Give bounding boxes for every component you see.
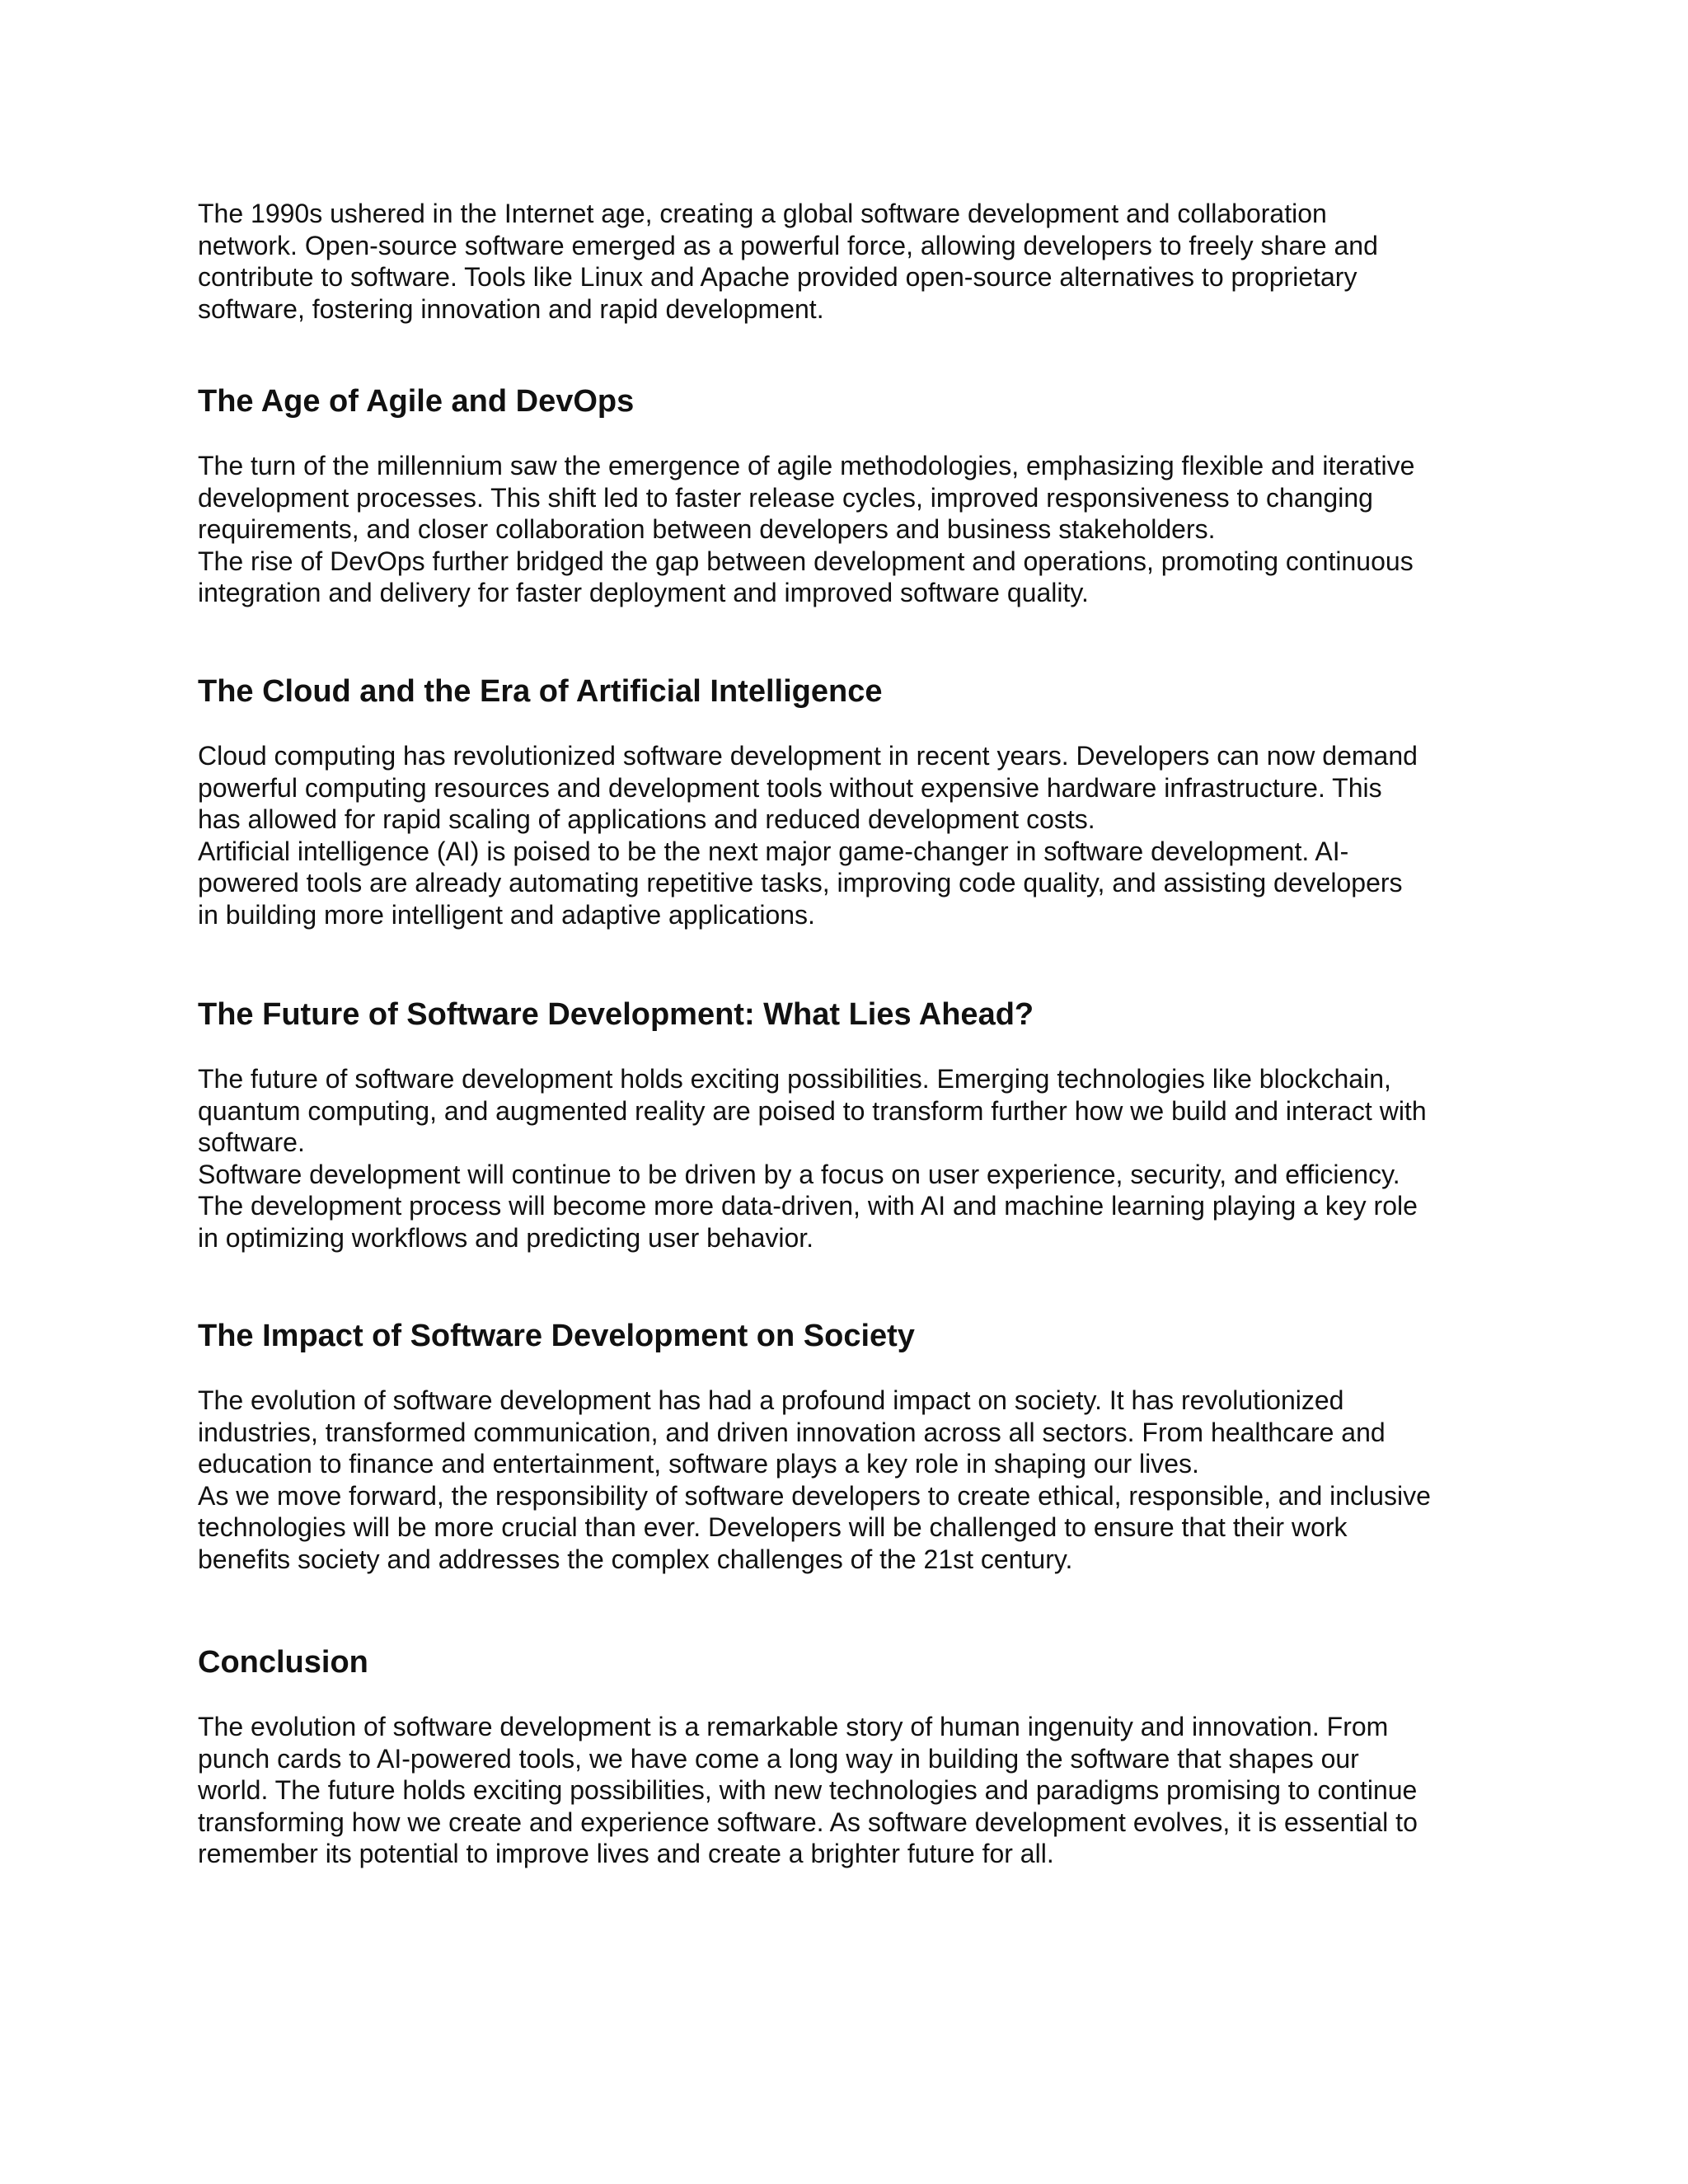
section-paragraph-impact bbox=[198, 1385, 1431, 1575]
paragraph-line: The future of software development holds exciting possibilities. Emerging technologies like blockchain, bbox=[198, 1064, 1391, 1094]
paragraph-line: has allowed for rapid scaling of applications and reduced development costs. bbox=[198, 804, 1095, 834]
section-paragraph-conclusion bbox=[198, 1711, 1418, 1870]
paragraph-line: As we move forward, the responsibility of software developers to create ethical, responsible, and inclusive bbox=[198, 1480, 1431, 1511]
paragraph-line: contribute to software. Tools like Linux and Apache provided open-source alternatives to proprietary bbox=[198, 262, 1357, 292]
paragraph-line: software, fostering innovation and rapid development. bbox=[198, 293, 824, 324]
section-paragraph-future bbox=[198, 1063, 1427, 1254]
section-paragraph-cloud-ai bbox=[198, 740, 1418, 930]
paragraph-line: in building more intelligent and adaptive applications. bbox=[198, 899, 815, 930]
paragraph-line: The development process will become more data-driven, with AI and machine learning playing a key role bbox=[198, 1191, 1418, 1221]
paragraph-line: development processes. This shift led to faster release cycles, improved responsiveness to changing bbox=[198, 482, 1373, 513]
paragraph-line: network. Open-source software emerged as a powerful force, allowing developers to freely share and bbox=[198, 230, 1378, 260]
paragraph-line: world. The future holds exciting possibilities, with new technologies and paradigms promising to continue bbox=[198, 1775, 1418, 1805]
paragraph-line: Cloud computing has revolutionized software development in recent years. Developers can now demand bbox=[198, 741, 1418, 771]
intro-paragraph bbox=[198, 198, 1378, 325]
paragraph-line: technologies will be more crucial than ever. Developers will be challenged to ensure that their work bbox=[198, 1512, 1348, 1542]
paragraph-line: The 1990s ushered in the Internet age, creating a global software development and collaboration bbox=[198, 199, 1327, 228]
section-heading-cloud-ai: The Cloud and the Era of Artificial Intelligence bbox=[198, 674, 883, 709]
paragraph-line: powerful computing resources and development tools without expensive hardware infrastructure. This bbox=[198, 772, 1382, 803]
section-heading-conclusion: Conclusion bbox=[198, 1645, 368, 1680]
paragraph-line: The turn of the millennium saw the emergence of agile methodologies, emphasizing flexible and iterative bbox=[198, 451, 1415, 480]
section-heading-agile-devops: The Age of Agile and DevOps bbox=[198, 384, 635, 419]
section-heading-impact: The Impact of Software Development on Society bbox=[198, 1319, 915, 1353]
paragraph-line: The evolution of software development is a remarkable story of human ingenuity and innovation. From bbox=[198, 1712, 1389, 1741]
paragraph-line: transforming how we create and experience software. As software development evolves, it is essential to bbox=[198, 1807, 1418, 1837]
paragraph-line: requirements, and closer collaboration between developers and business stakeholders. bbox=[198, 514, 1216, 544]
section-paragraph-agile-devops bbox=[198, 450, 1414, 609]
paragraph-line: quantum computing, and augmented reality are poised to transform further how we build and interact with bbox=[198, 1095, 1427, 1126]
paragraph-line: Software development will continue to be driven by a focus on user experience, security, and efficiency. bbox=[198, 1159, 1400, 1189]
paragraph-line: punch cards to AI-powered tools, we have come a long way in building the software that shapes our bbox=[198, 1743, 1359, 1774]
paragraph-line: industries, transformed communication, and driven innovation across all sectors. From healthcare and bbox=[198, 1417, 1386, 1447]
paragraph-line: software. bbox=[198, 1127, 305, 1157]
paragraph-line: The rise of DevOps further bridged the gap between development and operations, promoting continuous bbox=[198, 546, 1414, 576]
paragraph-line: integration and delivery for faster deployment and improved software quality. bbox=[198, 578, 1089, 607]
paragraph-line: benefits society and addresses the complex challenges of the 21st century. bbox=[198, 1544, 1073, 1574]
paragraph-line: powered tools are already automating repetitive tasks, improving code quality, and assisting developers bbox=[198, 868, 1403, 898]
paragraph-line: remember its potential to improve lives and create a brighter future for all. bbox=[198, 1839, 1054, 1868]
paragraph-line: in optimizing workflows and predicting user behavior. bbox=[198, 1222, 814, 1253]
paragraph-line: Artificial intelligence (AI) is poised to be the next major game-changer in software development. AI- bbox=[198, 836, 1349, 866]
paragraph-line: The evolution of software development has had a profound impact on society. It has revolutionized bbox=[198, 1385, 1344, 1415]
section-heading-future: The Future of Software Development: What Lies Ahead? bbox=[198, 997, 1034, 1032]
paragraph-line: education to finance and entertainment, software plays a key role in shaping our lives. bbox=[198, 1449, 1199, 1479]
